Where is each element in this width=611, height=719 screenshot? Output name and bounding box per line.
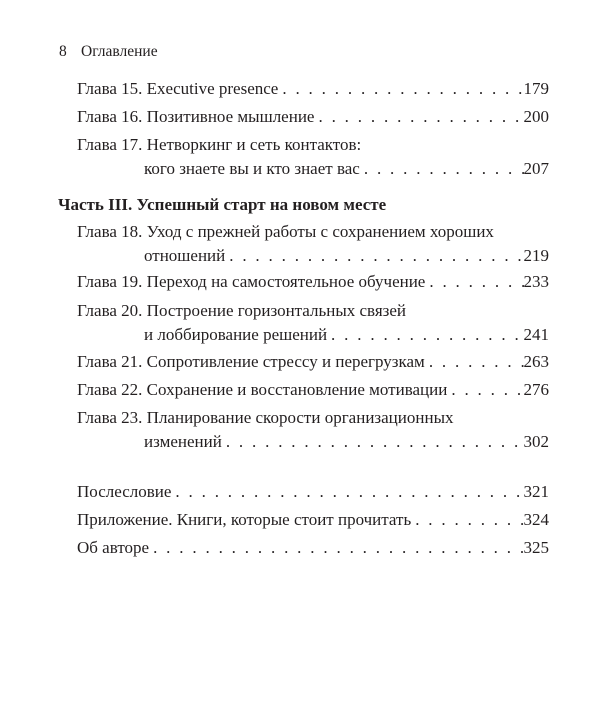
toc-entry-page: 325: [523, 538, 549, 557]
dot-leader: [222, 430, 524, 454]
toc-entry-chapter-22[interactable]: [77, 378, 549, 402]
toc-entry-title: Глава 20. Построение горизонтальных связей: [77, 301, 407, 320]
dot-leader: [278, 77, 523, 101]
toc-entry-page: 324: [523, 510, 549, 529]
toc-entry-about-author[interactable]: [77, 536, 549, 560]
toc-entry-chapter-16[interactable]: [77, 105, 549, 129]
dot-leader: [314, 105, 523, 129]
toc-entry-page: 179: [523, 79, 549, 98]
dot-leader: [411, 508, 523, 532]
toc-entry-title: Об авторе: [77, 538, 150, 557]
toc-entry-afterword[interactable]: [77, 480, 549, 504]
toc-entry-chapter-15[interactable]: [77, 77, 549, 101]
toc-entry-chapter-17[interactable]: [77, 133, 549, 181]
toc-entry-title: Глава 22. Сохранение и восстановление мотивации: [77, 380, 448, 399]
toc-entry-chapter-20[interactable]: [77, 299, 549, 347]
toc-entry-page: 219: [523, 246, 549, 265]
page-number: 8: [59, 43, 67, 60]
dot-leader: [360, 157, 524, 181]
toc-entry-page: 321: [523, 482, 549, 501]
toc-entry-title-continued: и лоббирование решений: [144, 325, 328, 344]
toc-entry-page: 200: [523, 107, 549, 126]
toc-entry-chapter-18[interactable]: [77, 220, 549, 268]
toc-entry-page: 263: [523, 352, 549, 371]
dot-leader: [447, 378, 523, 402]
toc-entry-title: Глава 15. Executive presence: [77, 79, 279, 98]
dot-leader: [171, 480, 523, 504]
toc-entry-chapter-23[interactable]: [77, 406, 549, 454]
dot-leader: [225, 244, 523, 268]
dot-leader: [149, 536, 523, 560]
part-heading[interactable]: Часть III. Успешный старт на новом месте: [58, 195, 387, 214]
toc-entry-title: Глава 17. Нетворкинг и сеть контактов:: [77, 135, 362, 154]
dot-leader: [425, 350, 524, 374]
dot-leader: [327, 323, 523, 347]
toc-entry-page: 302: [523, 432, 549, 451]
running-head-title: Оглавление: [81, 43, 158, 60]
toc-entry-page: 241: [523, 325, 549, 344]
toc-entry-chapter-21[interactable]: [77, 350, 549, 374]
running-head: [59, 42, 158, 62]
toc-entry-title: Глава 19. Переход на самостоятельное обучение: [77, 272, 426, 291]
toc-entry-chapter-19[interactable]: [77, 270, 549, 294]
toc-entry-title: Приложение. Книги, которые стоит прочитать: [77, 510, 412, 529]
toc-entry-title: Глава 23. Планирование скорости организационных: [77, 408, 454, 427]
toc-entry-title-continued: кого знаете вы и кто знает вас: [144, 159, 360, 178]
toc-entry-title: Глава 16. Позитивное мышление: [77, 107, 315, 126]
toc-entry-page: 207: [523, 159, 549, 178]
toc-entry-page: 276: [523, 380, 549, 399]
toc-entry-title-continued: отношений: [144, 246, 226, 265]
toc-entry-title: Глава 18. Уход с прежней работы с сохранением хороших: [77, 222, 494, 241]
toc-entry-appendix[interactable]: [77, 508, 549, 532]
toc-entry-title: Глава 21. Сопротивление стрессу и перегрузкам: [77, 352, 425, 371]
toc-entry-page: 233: [523, 272, 549, 291]
toc-entry-title: Послесловие: [77, 482, 172, 501]
toc-entry-title-continued: изменений: [144, 432, 222, 451]
dot-leader: [425, 270, 523, 294]
